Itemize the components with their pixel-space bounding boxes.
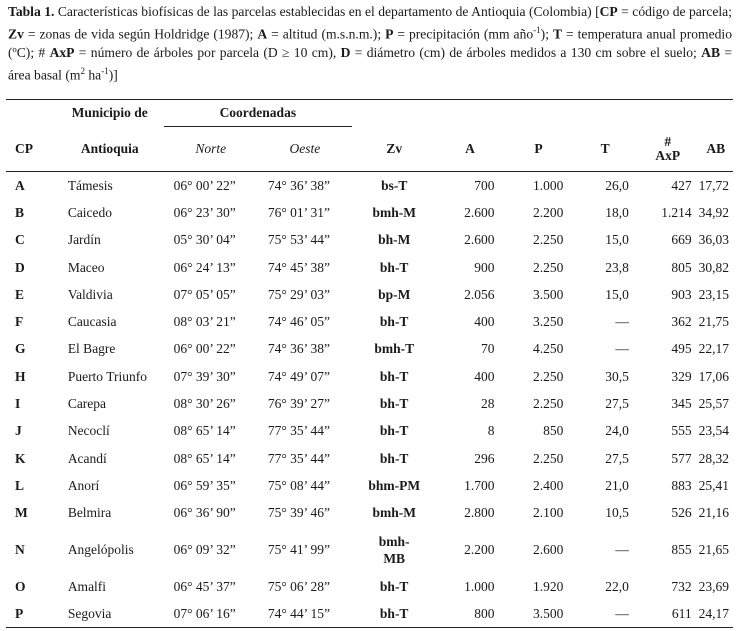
cell-axp: 732 [671, 578, 692, 594]
caption-text: = temperatura anual promedio (ºC); # [8, 26, 733, 60]
cell-ab: 17,72 [698, 177, 729, 193]
cell-a: 400 [474, 314, 495, 330]
cell-ab: 22,17 [698, 341, 729, 357]
cell-a: 700 [474, 177, 495, 193]
caption-sup: 2 [80, 65, 85, 76]
cell-norte: 07° 39’ 30” [173, 368, 236, 384]
cell-oeste: 75° 41’ 99” [267, 541, 330, 557]
cell-p: 2.200 [533, 204, 564, 220]
cell-axp: 526 [671, 505, 692, 521]
cell-a: 400 [474, 368, 495, 384]
cell-p: 2.250 [533, 368, 564, 384]
header-axp-hash: # [664, 133, 672, 149]
cell-p: 3.500 [533, 605, 564, 621]
table-row [6, 600, 733, 628]
caption-text: = número de árboles por parcela (D ≥ 10 cm), [74, 44, 341, 60]
cell-oeste: 76° 39’ 27” [267, 396, 330, 412]
caption-text: = área basal (m [8, 44, 733, 83]
cell-oeste: 74° 45’ 38” [267, 259, 330, 275]
cell-axp: 555 [671, 423, 692, 439]
cell-zv: bh-M [378, 232, 411, 248]
caption-term: D [340, 44, 351, 60]
cell-mun: Segovia [67, 605, 112, 621]
caption-text: = código de parcela; [617, 4, 732, 19]
cell-a: 2.600 [464, 204, 495, 220]
cell-zv: bh-T [379, 396, 409, 412]
cell-t: 27,5 [605, 450, 629, 466]
cell-norte: 06° 36’ 90” [173, 505, 236, 521]
cell-a: 8 [487, 423, 495, 439]
cell-zv: bhm-PM [368, 477, 421, 493]
cell-axp: 855 [671, 541, 692, 557]
cell-cp: J [15, 423, 22, 439]
caption-text: Características biofísicas de las parcelas establecidas en el departamento de Antioquia (Colombia) [ [54, 4, 600, 19]
cell-p: 3.500 [533, 286, 564, 302]
caption-text: = altitud (m.s.n.m.); [267, 26, 386, 42]
cell-zv: bh-T [379, 578, 409, 594]
header-row-1 [6, 100, 733, 127]
cell-zv: bh-T [379, 605, 409, 621]
cell-cp: K [15, 450, 26, 466]
header-p: P [504, 127, 574, 172]
cell-ab: 28,32 [698, 450, 729, 466]
cell-ab: 30,82 [698, 259, 729, 275]
header-row-2 [6, 127, 733, 172]
cell-oeste: 74° 36’ 38” [267, 341, 330, 357]
cell-p: 2.100 [533, 505, 564, 521]
cell-mun: Amalfi [67, 578, 107, 594]
cell-p: 1.000 [533, 177, 564, 193]
cell-norte: 06° 00’ 22” [173, 177, 236, 193]
cell-a: 2.800 [464, 505, 495, 521]
caption-text: ); [540, 26, 553, 42]
caption-text: = zonas de vida según Holdridge (1987); [23, 26, 258, 42]
caption-term: AB [701, 44, 721, 60]
cell-norte: 06° 23’ 30” [173, 204, 236, 220]
cell-zv-text: bmh-MB [378, 533, 410, 566]
cell-p: 1.920 [533, 578, 564, 594]
cell-p: 3.250 [533, 314, 564, 330]
cell-zv: bmh-M [372, 505, 416, 521]
cell-zv: bh-T [379, 368, 409, 384]
table-row [6, 573, 733, 600]
cell-cp: A [15, 177, 25, 193]
cell-t: 24,0 [605, 423, 629, 439]
cell-a: 2.200 [464, 541, 495, 557]
cell-mun: Puerto Triunfo [67, 368, 147, 384]
cell-a: 28 [481, 396, 495, 412]
cell-ab: 23,54 [698, 423, 729, 439]
cell-mun: Angelópolis [67, 541, 134, 557]
cell-ab: 23,69 [698, 578, 729, 594]
table-row [6, 500, 733, 527]
cell-cp: M [15, 505, 28, 521]
cell-ab: 21,16 [698, 505, 729, 521]
table-row [6, 227, 733, 254]
caption-term: CP [599, 4, 618, 19]
cell-zv: bh-T [379, 450, 409, 466]
cell-zv: bmh-M [372, 204, 416, 220]
cell-zv: bh-T [379, 259, 409, 275]
header-oeste: Oeste [258, 127, 352, 172]
cell-a: 900 [474, 259, 495, 275]
cell-mun: Támesis [67, 177, 113, 193]
cell-zv: bs-T [381, 177, 408, 193]
table-row [6, 418, 733, 445]
table-row [6, 527, 733, 573]
table-row [6, 254, 733, 281]
cell-oeste: 74° 46’ 05” [267, 314, 330, 330]
cell-a: 296 [474, 450, 495, 466]
cell-zv: bp-M [378, 286, 411, 302]
caption-term: AxP [49, 44, 75, 60]
cell-ab: 21,75 [698, 314, 729, 330]
cell-axp: 362 [671, 314, 692, 330]
cell-a: 2.600 [464, 232, 495, 248]
header-antioquia: Antioquia [56, 127, 164, 172]
cell-axp: 495 [671, 341, 692, 357]
cell-mun: Anorí [67, 477, 100, 493]
table-row [6, 199, 733, 226]
cell-axp: 669 [671, 232, 692, 248]
cell-oeste: 77° 35’ 44” [267, 450, 330, 466]
cell-axp: 883 [671, 477, 692, 493]
cell-t: 15,0 [605, 232, 629, 248]
cell-cp: G [15, 341, 26, 357]
cell-ab: 25,57 [698, 396, 729, 412]
header-norte: Norte [164, 127, 258, 172]
cell-cp: L [15, 477, 25, 493]
cell-mun: Valdivia [67, 286, 113, 302]
cell-norte: 08° 65’ 14” [173, 423, 236, 439]
cell-axp: 1.214 [661, 204, 692, 220]
cell-t: — [615, 605, 629, 621]
cell-zv [352, 527, 436, 573]
cell-p: 2.600 [533, 541, 564, 557]
cell-ab: 24,17 [698, 605, 729, 621]
cell-norte: 05° 30’ 04” [173, 232, 236, 248]
cell-a: 1.700 [464, 477, 495, 493]
cell-axp: 345 [671, 396, 692, 412]
cell-norte: 08° 30’ 26” [173, 396, 236, 412]
cell-ab: 17,06 [698, 368, 729, 384]
cell-a: 2.056 [464, 286, 495, 302]
cell-oeste: 74° 44’ 15” [267, 605, 330, 621]
cell-t: — [615, 341, 629, 357]
header-a: A [436, 127, 503, 172]
cell-axp: 611 [671, 605, 692, 621]
table-row [6, 472, 733, 499]
cell-ab: 23,15 [698, 286, 729, 302]
caption-sup: -1 [533, 25, 541, 35]
header-ab: AB [699, 127, 733, 172]
cell-t: 18,0 [605, 204, 629, 220]
caption-text: )] [108, 67, 118, 83]
header-t: T [573, 127, 637, 172]
table-body [6, 172, 733, 628]
cell-norte: 07° 06’ 16” [173, 605, 236, 621]
cell-norte: 06° 45’ 37” [173, 578, 236, 594]
caption-term: Zv [8, 26, 24, 42]
cell-axp: 903 [671, 286, 692, 302]
cell-cp: H [15, 368, 26, 384]
table-caption [8, 3, 732, 84]
cell-norte: 07° 05’ 05” [173, 286, 236, 302]
header-axp-label: AxP [655, 147, 681, 163]
cell-p: 2.400 [533, 477, 564, 493]
cell-ab: 21,65 [698, 541, 729, 557]
header-axp [637, 127, 699, 172]
cell-mun: Carepa [67, 396, 107, 412]
cell-oeste: 75° 29’ 03” [267, 286, 330, 302]
cell-axp: 577 [671, 450, 692, 466]
caption-term: A [257, 26, 268, 42]
cell-t: 15,0 [605, 286, 629, 302]
cell-oeste: 75° 08’ 44” [267, 477, 330, 493]
cell-a: 800 [474, 605, 495, 621]
table-row [6, 363, 733, 390]
caption-term: P [385, 26, 394, 42]
cell-cp: D [15, 259, 25, 275]
cell-p: 4.250 [533, 341, 564, 357]
cell-cp: F [15, 314, 24, 330]
table-row [6, 172, 733, 200]
cell-t: 26,0 [605, 177, 629, 193]
cell-norte: 08° 03’ 21” [173, 314, 236, 330]
cell-cp: I [15, 396, 21, 412]
cell-ab: 34,92 [698, 204, 729, 220]
cell-axp: 329 [671, 368, 692, 384]
cell-t: — [615, 541, 629, 557]
caption-sup: -1 [101, 65, 109, 76]
caption-term: T [552, 26, 563, 42]
cell-a: 1.000 [464, 578, 495, 594]
caption-text: = diámetro (cm) de árboles medidos a 130 cm sobre el suelo; [350, 44, 702, 60]
caption-label: Tabla 1. [8, 4, 55, 19]
cell-mun: Necoclí [67, 423, 110, 439]
cell-t: 30,5 [605, 368, 629, 384]
caption-text: ha [84, 67, 102, 83]
table-row [6, 336, 733, 363]
header-empty [352, 100, 733, 127]
cell-t: 23,8 [605, 259, 629, 275]
cell-cp: P [15, 605, 24, 621]
cell-cp: E [15, 286, 25, 302]
cell-mun: Belmira [67, 505, 112, 521]
parcels-table [6, 99, 733, 628]
cell-a: 70 [481, 341, 495, 357]
header-municipio: Municipio de [71, 105, 148, 121]
cell-zv: bh-T [379, 314, 409, 330]
cell-p: 2.250 [533, 396, 564, 412]
cell-cp: C [15, 232, 25, 248]
cell-mun: El Bagre [67, 341, 116, 357]
cell-p: 2.250 [533, 232, 564, 248]
cell-oeste: 74° 49’ 07” [267, 368, 330, 384]
header-empty [6, 100, 56, 127]
cell-t: 22,0 [605, 578, 629, 594]
cell-p: 2.250 [533, 259, 564, 275]
cell-norte: 08° 65’ 14” [173, 450, 236, 466]
cell-ab: 36,03 [698, 232, 729, 248]
cell-cp: O [15, 578, 26, 594]
cell-mun: Jardín [67, 232, 101, 248]
cell-oeste: 77° 35’ 44” [267, 423, 330, 439]
cell-t: 21,0 [605, 477, 629, 493]
cell-norte: 06° 00’ 22” [173, 341, 236, 357]
cell-zv: bmh-T [374, 341, 415, 357]
cell-norte: 06° 24’ 13” [173, 259, 236, 275]
table-row [6, 445, 733, 472]
cell-t: 27,5 [605, 396, 629, 412]
cell-cp: N [15, 541, 25, 557]
cell-norte: 06° 09’ 32” [173, 541, 236, 557]
cell-mun: Maceo [67, 259, 105, 275]
cell-mun: Caicedo [67, 204, 113, 220]
cell-t: 10,5 [605, 505, 629, 521]
cell-oeste: 75° 39’ 46” [267, 505, 330, 521]
cell-oeste: 75° 06’ 28” [267, 578, 330, 594]
cell-zv: bh-T [379, 423, 409, 439]
cell-oeste: 75° 53’ 44” [267, 232, 330, 248]
table-row [6, 308, 733, 335]
cell-p: 2.250 [533, 450, 564, 466]
cell-oeste: 74° 36’ 38” [267, 177, 330, 193]
cell-oeste: 76° 01’ 31” [267, 204, 330, 220]
cell-p: 850 [543, 423, 564, 439]
cell-t: — [615, 314, 629, 330]
cell-axp: 805 [671, 259, 692, 275]
cell-norte: 06° 59’ 35” [173, 477, 236, 493]
header-coordenadas: Coordenadas [164, 100, 352, 127]
cell-ab: 25,41 [698, 477, 729, 493]
header-cp: CP [6, 127, 56, 172]
cell-axp: 427 [671, 177, 692, 193]
table-row [6, 281, 733, 308]
caption-text: = precipitación (mm año [393, 26, 534, 42]
cell-mun: Acandí [67, 450, 107, 466]
cell-cp: B [15, 204, 25, 220]
header-zv: Zv [352, 127, 436, 172]
cell-mun: Caucasia [67, 314, 117, 330]
table-row [6, 390, 733, 417]
